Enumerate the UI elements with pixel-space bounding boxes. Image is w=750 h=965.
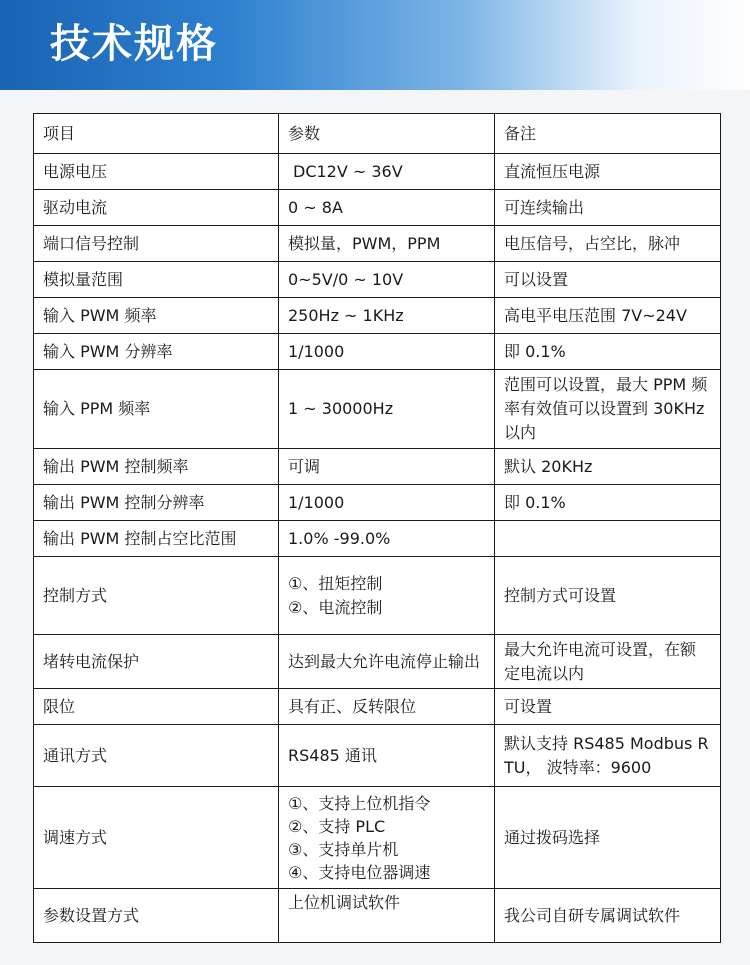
- cell-item: 输出 PWM 控制分辨率: [34, 485, 279, 521]
- cell-note: 最大允许电流可设置，在额定电流以内: [495, 635, 721, 689]
- cell-note: 即 0.1%: [495, 334, 721, 370]
- cell-param: 1/1000: [279, 334, 495, 370]
- list-item: ①、扭矩控制: [288, 573, 383, 593]
- table-row: [34, 334, 721, 370]
- spec-table: [33, 113, 721, 943]
- cell-note: 即 0.1%: [495, 485, 721, 521]
- header-cell-item: 项目: [34, 114, 279, 154]
- cell-item: 调速方式: [34, 787, 279, 889]
- table-row: [34, 449, 721, 485]
- cell-item: 驱动电流: [34, 190, 279, 226]
- cell-param: 1.0% -99.0%: [279, 521, 495, 557]
- cell-param: 1 ~ 30000Hz: [279, 370, 495, 449]
- page-title: 技术规格: [50, 21, 218, 67]
- cell-item: 电源电压: [34, 154, 279, 190]
- table-row: [34, 298, 721, 334]
- table-header-row: [34, 114, 721, 154]
- cell-param: 可调: [279, 449, 495, 485]
- cell-note: 可以设置: [495, 262, 721, 298]
- cell-item: 模拟量范围: [34, 262, 279, 298]
- table-row: [34, 485, 721, 521]
- table-row: [34, 725, 721, 787]
- cell-item: 限位: [34, 689, 279, 725]
- table-row: [34, 557, 721, 635]
- cell-param: 具有正、反转限位: [279, 689, 495, 725]
- cell-item: 输入 PPM 频率: [34, 370, 279, 449]
- list-item: ①、支持上位机指令: [288, 793, 431, 813]
- list-item: ③、支持单片机: [288, 839, 399, 859]
- table-row: [34, 262, 721, 298]
- cell-item: 输入 PWM 频率: [34, 298, 279, 334]
- cell-note: 可设置: [495, 689, 721, 725]
- cell-item: 输出 PWM 控制频率: [34, 449, 279, 485]
- cell-param: 达到最大允许电流停止输出: [279, 635, 495, 689]
- cell-note: [495, 521, 721, 557]
- cell-item: 堵转电流保护: [34, 635, 279, 689]
- cell-param: 上位机调试软件: [279, 889, 495, 943]
- table-row: [34, 226, 721, 262]
- cell-param: 1/1000: [279, 485, 495, 521]
- cell-param: RS485 通讯: [279, 725, 495, 787]
- cell-note: 范围可以设置，最大 PPM 频率有效值可以设置到 30KHz 以内: [495, 370, 721, 449]
- cell-param-list: [279, 787, 495, 889]
- cell-item: 通讯方式: [34, 725, 279, 787]
- cell-param: 0 ~ 8A: [279, 190, 495, 226]
- table-row: [34, 190, 721, 226]
- cell-note: 默认支持 RS485 Modbus RTU， 波特率：9600: [495, 725, 721, 787]
- cell-note: 默认 20KHz: [495, 449, 721, 485]
- table-row: [34, 787, 721, 889]
- cell-item: 参数设置方式: [34, 889, 279, 943]
- table-row: [34, 635, 721, 689]
- cell-item: 输出 PWM 控制占空比范围: [34, 521, 279, 557]
- list-item: ②、支持 PLC: [288, 816, 386, 836]
- cell-note: 高电平电压范围 7V~24V: [495, 298, 721, 334]
- cell-note: 我公司自研专属调试软件: [495, 889, 721, 943]
- table-row: [34, 521, 721, 557]
- title-banner: [0, 0, 750, 90]
- cell-param-list: [279, 557, 495, 635]
- cell-item: 端口信号控制: [34, 226, 279, 262]
- cell-param: 模拟量，PWM，PPM: [279, 226, 495, 262]
- table-row: [34, 689, 721, 725]
- table-row: [34, 370, 721, 449]
- header-cell-param: 参数: [279, 114, 495, 154]
- cell-note: 可连续输出: [495, 190, 721, 226]
- cell-item: 控制方式: [34, 557, 279, 635]
- cell-note: 通过拨码选择: [495, 787, 721, 889]
- cell-param: 250Hz ~ 1KHz: [279, 298, 495, 334]
- cell-param: DC12V ~ 36V: [279, 154, 495, 190]
- table-row: [34, 154, 721, 190]
- cell-note: 电压信号，占空比，脉冲: [495, 226, 721, 262]
- table-row: [34, 889, 721, 943]
- cell-note: 控制方式可设置: [495, 557, 721, 635]
- cell-note: 直流恒压电源: [495, 154, 721, 190]
- cell-param: 0~5V/0 ~ 10V: [279, 262, 495, 298]
- list-item: ④、支持电位器调速: [288, 862, 431, 882]
- list-item: ②、电流控制: [288, 597, 383, 617]
- cell-item: 输入 PWM 分辨率: [34, 334, 279, 370]
- header-cell-note: 备注: [495, 114, 721, 154]
